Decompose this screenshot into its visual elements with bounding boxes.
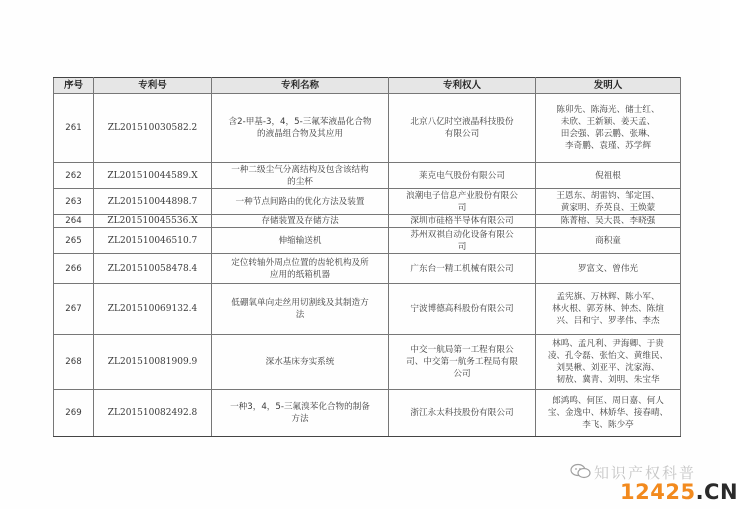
table-row — [54, 94, 681, 163]
cell-no: 261 — [54, 94, 94, 163]
col-header-patent-number: 专利号 — [94, 78, 212, 94]
cell-patentee — [389, 94, 536, 163]
cell-line: 北京八亿时空液晶科技股份 — [410, 117, 514, 127]
cell-line: 浪潮电子信息产业股份有限公 — [406, 190, 518, 201]
cell-inventors — [536, 215, 681, 228]
cell-patent-name — [212, 215, 389, 228]
cell-line: 林火根、郭芳林、钟杰、陈煊 — [552, 304, 664, 314]
cell-patent-name — [212, 284, 389, 335]
cell-inventors — [536, 189, 681, 215]
cell-no: 269 — [54, 390, 94, 437]
table-header-row — [54, 78, 681, 94]
cell-patent-name — [212, 189, 389, 215]
cell-no: 262 — [54, 163, 94, 189]
cell-patent-name — [212, 94, 389, 163]
cell-line: 一种3，4，5-三氟溴苯化合物的制备 — [230, 402, 370, 412]
cell-line: 低硼氧单向走丝用切割线及其制造方 — [231, 298, 369, 308]
cell-line: 孟宪旗、万林辉、陈小军、 — [556, 292, 660, 302]
cell-patentee — [389, 215, 536, 228]
cell-line: 苏州双祺自动化设备有限公 — [410, 229, 514, 240]
cell-patent-number: ZL201510058478.4 — [94, 254, 212, 284]
col-header-inventors: 发明人 — [536, 78, 681, 94]
cell-line: 商积童 — [595, 235, 621, 246]
cell-patent-number: ZL201510082492.8 — [94, 390, 212, 437]
cell-inventors — [536, 228, 681, 254]
col-header-no: 序号 — [54, 78, 94, 94]
cell-inventors — [536, 390, 681, 437]
cell-inventors — [536, 163, 681, 189]
cell-line: 兴、吕和宁、罗孝伟、李杰 — [556, 316, 660, 326]
cell-patentee — [389, 189, 536, 215]
watermark-site — [620, 480, 738, 504]
cell-patent-name — [212, 163, 389, 189]
cell-line: 存储装置及存储方法 — [261, 216, 339, 226]
cell-line: 的液晶组合物及其应用 — [257, 129, 343, 139]
cell-patent-number: ZL201510069132.4 — [94, 284, 212, 335]
cell-line: 王恩东、胡雷钧、邹定国、 — [556, 190, 660, 201]
cell-line: 刘昊楸、刘亚平、沈家海、 — [556, 363, 660, 373]
cell-line: 一种二级尘气分离结构及包含该结构 — [231, 164, 369, 175]
cell-line: 方法 — [291, 414, 309, 424]
cell-patent-name — [212, 390, 389, 437]
cell-line: 定位转轴外周点位置的齿轮机构及所 — [231, 257, 369, 268]
cell-patent-number: ZL201510044589.X — [94, 163, 212, 189]
cell-line: 司 — [457, 241, 467, 252]
cell-line: 未欣、王新颖、姜天孟、 — [560, 117, 656, 127]
watermark-site-domain: .CN — [695, 480, 738, 504]
cell-patent-number: ZL201510081909.9 — [94, 335, 212, 390]
cell-no: 264 — [54, 215, 94, 228]
watermark-text: 知识产权科普 — [594, 464, 697, 482]
wechat-icon — [570, 463, 592, 479]
cell-patentee — [389, 335, 536, 390]
table-row — [54, 254, 681, 284]
cell-line: 李飞、陈少亭 — [582, 420, 634, 430]
cell-patent-number: ZL201510030582.2 — [94, 94, 212, 163]
cell-line: 含2-甲基-3，4，5-三氟苯液晶化合物 — [228, 117, 372, 127]
cell-no: 267 — [54, 284, 94, 335]
cell-line: 一种节点间路由的优化方法及装置 — [235, 196, 365, 207]
cell-line: 司 — [457, 202, 467, 213]
cell-line: 凌、孔令磊、张怡文、黄维民、 — [547, 351, 669, 361]
site-watermark — [568, 461, 738, 506]
cell-patent-name — [212, 335, 389, 390]
table-row — [54, 228, 681, 254]
col-header-patentee: 专利权人 — [389, 78, 536, 94]
cell-patent-number: ZL201510044898.7 — [94, 189, 212, 215]
cell-no: 266 — [54, 254, 94, 284]
cell-line: 的尘杯 — [287, 176, 313, 187]
cell-patent-name — [212, 254, 389, 284]
cell-line: 黄家明、乔英良、王焕蒙 — [560, 202, 656, 213]
cell-line: 韧敖、冀青、刘明、朱宝华 — [556, 375, 660, 385]
cell-line: 伸缩输送机 — [278, 235, 322, 246]
cell-patentee — [389, 228, 536, 254]
cell-patentee — [389, 390, 536, 437]
patent-table — [53, 77, 681, 437]
table-row — [54, 189, 681, 215]
cell-patent-name — [212, 228, 389, 254]
cell-line: 陈菁榕、吴大畏、李晓强 — [560, 216, 656, 226]
cell-line: 司、中交第一航务工程局有限 — [406, 357, 518, 367]
cell-line: 郎鸿鸣、何匡、周日嘉、何人 — [552, 396, 664, 406]
cell-line: 深水基床夯实系统 — [265, 357, 335, 367]
cell-patentee — [389, 284, 536, 335]
table-row — [54, 390, 681, 437]
cell-line: 有限公司 — [444, 129, 480, 139]
table-row — [54, 215, 681, 228]
cell-line: 倪祖根 — [595, 170, 621, 181]
cell-patent-number: ZL201510046510.7 — [94, 228, 212, 254]
cell-inventors — [536, 335, 681, 390]
cell-line: 宁波博德高科股份有限公司 — [410, 304, 514, 314]
cell-line: 广东台一精工机械有限公司 — [410, 263, 514, 274]
cell-line: 中交一航局第一工程有限公 — [410, 345, 514, 355]
cell-patent-number: ZL201510045536.X — [94, 215, 212, 228]
cell-line: 田会强、郭云鹏、张琳、 — [560, 129, 656, 139]
cell-no: 268 — [54, 335, 94, 390]
cell-line: 公司 — [453, 369, 471, 379]
cell-line: 应用的纸箱机器 — [269, 269, 331, 280]
cell-line: 罗富文、曾伟光 — [577, 263, 639, 274]
table-row — [54, 163, 681, 189]
cell-line: 宝、金逸中、林娇华、接春晴、 — [547, 408, 669, 418]
cell-no: 263 — [54, 189, 94, 215]
cell-inventors — [536, 284, 681, 335]
cell-line: 李奇鹏、袁瑾、苏学辉 — [565, 141, 651, 151]
cell-line: 莱克电气股份有限公司 — [419, 170, 505, 181]
cell-line: 浙江永太科技股份有限公司 — [410, 408, 514, 418]
cell-patentee — [389, 254, 536, 284]
cell-line: 法 — [295, 310, 305, 320]
cell-line: 深圳市硅格半导体有限公司 — [410, 216, 514, 226]
cell-line: 林鸣、孟凡利、尹海卿、于贵 — [552, 339, 664, 349]
table-row — [54, 284, 681, 335]
table-row — [54, 335, 681, 390]
cell-inventors — [536, 94, 681, 163]
cell-inventors — [536, 254, 681, 284]
watermark-site-number: 12425 — [620, 480, 696, 504]
cell-line: 陈卯先、陈海光、储士红、 — [556, 105, 660, 115]
cell-no: 265 — [54, 228, 94, 254]
col-header-patent-name: 专利名称 — [212, 78, 389, 94]
cell-patentee — [389, 163, 536, 189]
